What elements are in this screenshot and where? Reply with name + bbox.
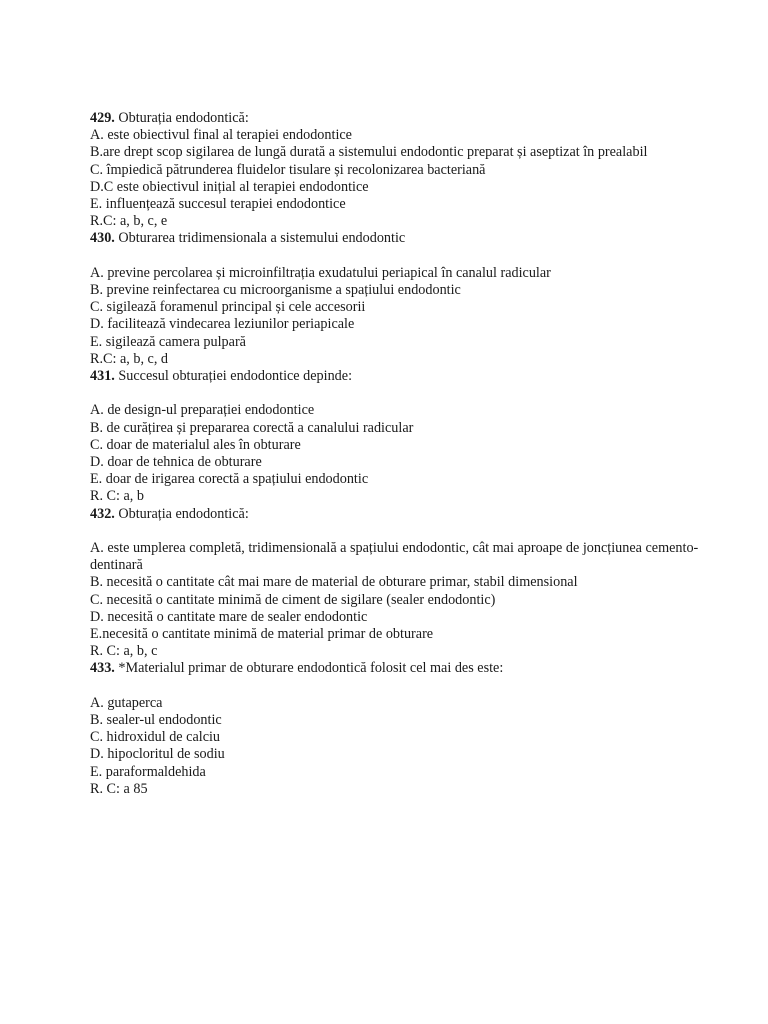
question-number: 431. <box>90 368 115 385</box>
question-heading <box>90 506 750 523</box>
answer-option: A. este obiectivul final al terapiei endodontice <box>90 127 352 144</box>
answer-option: A. gutaperca <box>90 694 163 711</box>
question-block <box>90 230 750 368</box>
question-title: *Materialul primar de obturare endodontică folosit cel mai des este: <box>114 660 504 677</box>
blank-line <box>90 678 750 695</box>
blank-line <box>90 248 750 265</box>
question-number: 433. <box>90 660 115 677</box>
answer-option: E. doar de irigarea corectă a spațiului endodontic <box>90 471 369 488</box>
answer-option: C. împiedică pătrunderea fluidelor tisulare și recolonizarea bacteriană <box>90 161 486 178</box>
question-block <box>90 660 750 798</box>
answer-option: A. este umplerea completă, tridimensională a spațiului endodontic, cât mai aproape de joncțiunea cemento-dentinară <box>90 540 699 574</box>
correct-answer: R. C: a 85 <box>90 780 148 797</box>
blank-line <box>90 385 750 402</box>
answer-option: D. necesită o cantitate mare de sealer endodontic <box>90 608 368 625</box>
answer-option: C. doar de materialul ales în obturare <box>90 436 301 453</box>
question-title: Obturarea tridimensionala a sistemului endodontic <box>114 230 406 247</box>
question-title: Obturația endodontică: <box>114 505 249 522</box>
answer-option: D. facilitează vindecarea leziunilor periapicale <box>90 316 355 333</box>
question-heading <box>90 110 750 127</box>
answer-option: C. hidroxidul de calciu <box>90 729 221 746</box>
answer-option: E. sigilează camera pulpară <box>90 333 246 350</box>
answer-option: A. previne percolarea și microinfiltrația exudatului periapical în canalul radicular <box>90 264 551 281</box>
answer-option: A. de design-ul preparației endodontice <box>90 402 315 419</box>
answer-option: E.necesită o cantitate minimă de material primar de obturare <box>90 626 434 643</box>
answer-option: E. paraformaldehida <box>90 763 206 780</box>
question-number: 429. <box>90 110 115 126</box>
answer-option: B.are drept scop sigilarea de lungă durată a sistemului endodontic preparat și aseptizat în prealabil <box>90 144 648 161</box>
answer-option: B. previne reinfectarea cu microorganisme a spațiului endodontic <box>90 282 461 299</box>
document-body <box>90 110 750 798</box>
question-title: Obturația endodontică: <box>114 110 249 126</box>
answer-option: D.C este obiectivul inițial al terapiei endodontice <box>90 178 369 195</box>
correct-answer: R. C: a, b <box>90 488 144 505</box>
question-number: 432. <box>90 505 115 522</box>
answer-option: C. necesită o cantitate minimă de ciment de sigilare (sealer endodontic) <box>90 591 496 608</box>
correct-answer: R. C: a, b, c <box>90 643 158 660</box>
question-number: 430. <box>90 230 115 247</box>
answer-option: D. hipocloritul de sodiu <box>90 746 225 763</box>
answer-option: B. sealer-ul endodontic <box>90 712 222 729</box>
correct-answer: R.C: a, b, c, d <box>90 350 169 367</box>
question-block <box>90 110 750 230</box>
answer-option: B. necesită o cantitate cât mai mare de material de obturare primar, stabil dimensional <box>90 574 578 591</box>
answer-option: D. doar de tehnica de obturare <box>90 454 262 471</box>
answer-option: B. de curățirea și prepararea corectă a canalului radicular <box>90 419 414 436</box>
correct-answer: R.C: a, b, c, e <box>90 213 168 230</box>
question-title: Succesul obturației endodontice depinde: <box>114 368 353 385</box>
blank-line <box>90 523 750 540</box>
question-heading <box>90 368 750 385</box>
question-block <box>90 368 750 506</box>
answer-option: C. sigilează foramenul principal și cele accesorii <box>90 299 366 316</box>
question-heading <box>90 230 750 247</box>
answer-option: E. influențează succesul terapiei endodontice <box>90 196 346 213</box>
question-block <box>90 506 750 661</box>
question-heading <box>90 660 750 677</box>
